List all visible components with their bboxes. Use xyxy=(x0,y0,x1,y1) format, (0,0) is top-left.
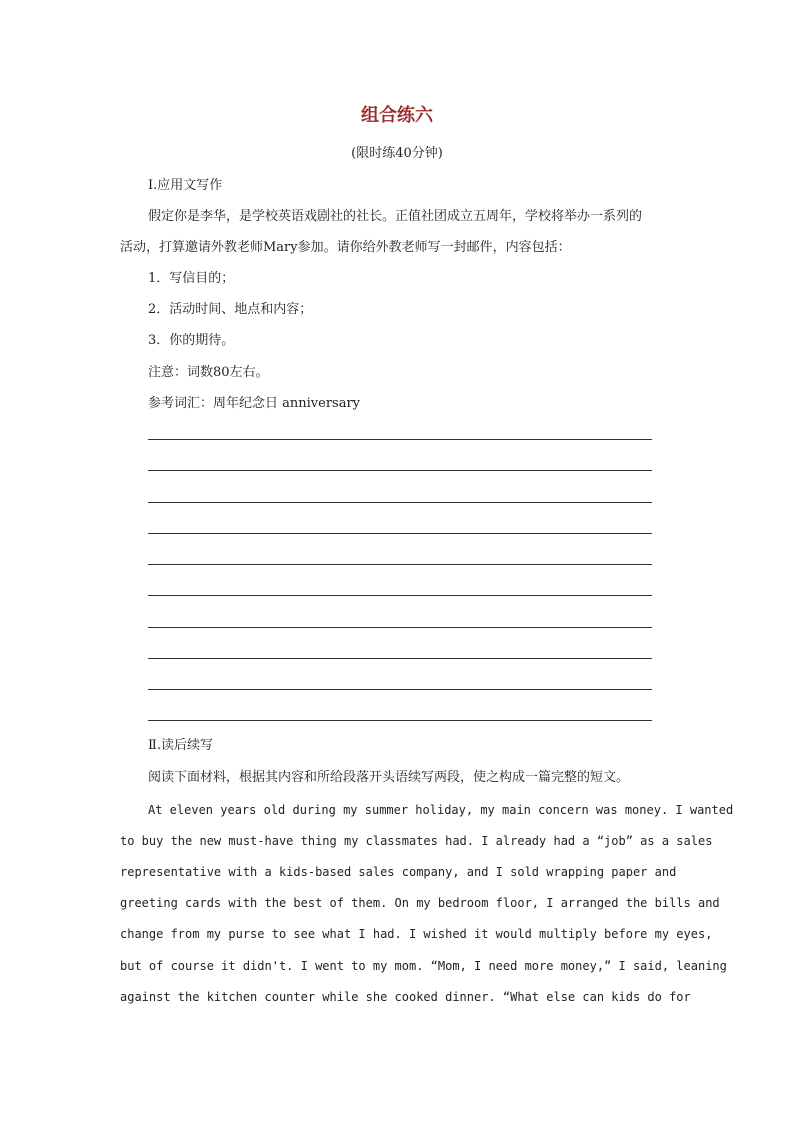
answer-line xyxy=(148,502,652,503)
requirement-item-2: 2．活动时间、地点和内容； xyxy=(148,302,313,317)
requirement-item-1: 1．写信目的； xyxy=(148,271,235,286)
section2-instruction: 阅读下面材料，根据其内容和所给段落开头语续写两段，使之构成一篇完整的短文。 xyxy=(148,770,630,785)
answer-line xyxy=(148,533,652,534)
passage-line: to buy the new must-have thing my classmates had. I already had a “job” as a sales xyxy=(120,834,713,848)
answer-line xyxy=(148,627,652,628)
answer-line xyxy=(148,439,652,440)
page-title: 组合练六 xyxy=(361,105,433,126)
answer-line xyxy=(148,720,652,721)
reference-vocabulary: 参考词汇：周年纪念日 anniversary xyxy=(148,396,361,411)
section1-prompt-line-2: 活动，打算邀请外教老师Mary参加。请你给外教老师写一封邮件，内容包括： xyxy=(120,240,571,255)
section2-heading: Ⅱ.读后续写 xyxy=(148,738,213,753)
answer-line xyxy=(148,595,652,596)
passage-line: representative with a kids-based sales company, and I sold wrapping paper and xyxy=(120,865,677,879)
page-subtitle: (限时练40分钟) xyxy=(351,146,443,161)
passage-line: greeting cards with the best of them. On my bedroom floor, I arranged the bills and xyxy=(120,896,720,910)
section1-heading: Ⅰ.应用文写作 xyxy=(148,178,223,193)
answer-line xyxy=(148,470,652,471)
answer-line xyxy=(148,689,652,690)
passage-line: change from my purse to see what I had. I wished it would multiply before my eyes, xyxy=(120,927,713,941)
requirement-item-3: 3．你的期待。 xyxy=(148,333,235,348)
answer-line xyxy=(148,658,652,659)
word-count-note: 注意：词数80左右。 xyxy=(148,365,269,380)
passage-line: but of course it didn't. I went to my mom. “Mom, I need more money,” I said, leaning xyxy=(120,959,727,973)
passage-line: At eleven years old during my summer holiday, my main concern was money. I wanted xyxy=(148,803,734,817)
answer-line xyxy=(148,564,652,565)
passage-line: against the kitchen counter while she cooked dinner. “What else can kids do for xyxy=(120,990,691,1004)
section1-prompt-line-1: 假定你是李华，是学校英语戏剧社的社长。正值社团成立五周年，学校将举办一系列的 xyxy=(148,209,643,224)
